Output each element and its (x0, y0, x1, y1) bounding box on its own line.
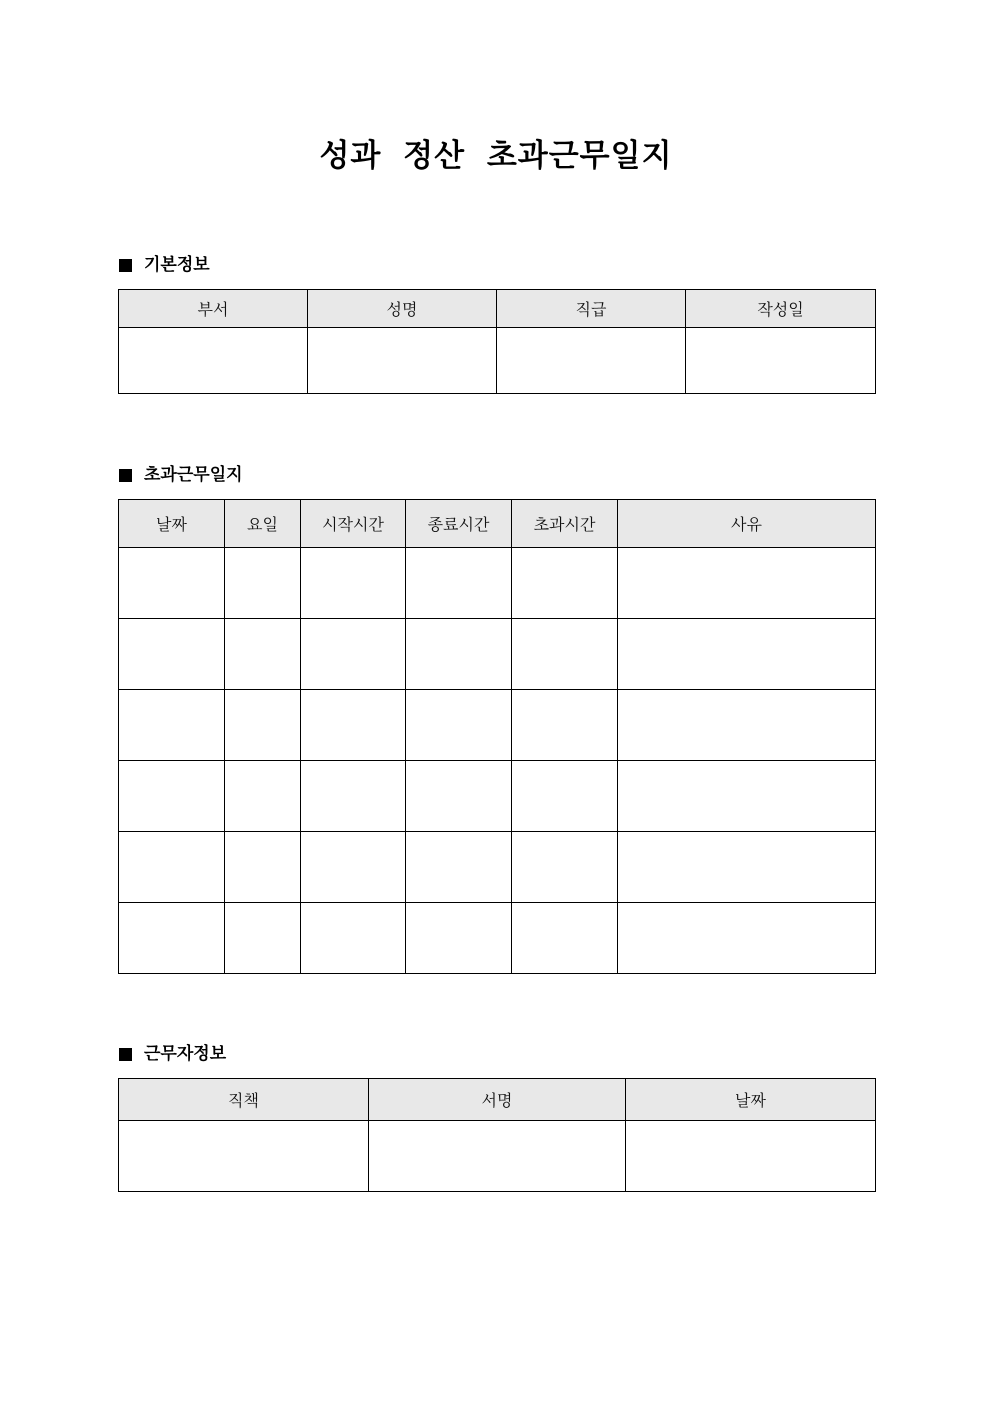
overtime-log-table (118, 499, 876, 974)
table-row (119, 619, 876, 690)
reason-cell[interactable] (618, 619, 876, 690)
position-cell[interactable] (119, 1121, 369, 1192)
reason-cell[interactable] (618, 761, 876, 832)
rank-cell[interactable] (497, 328, 686, 394)
weekday-cell[interactable] (225, 903, 301, 974)
table-row (119, 903, 876, 974)
section-heading-label: 기본정보 (144, 255, 210, 275)
weekday-cell[interactable] (225, 761, 301, 832)
date-written-cell[interactable] (686, 328, 876, 394)
square-bullet-icon (119, 1048, 132, 1061)
reason-cell[interactable] (618, 548, 876, 619)
start-time-cell[interactable] (301, 619, 406, 690)
reason-cell[interactable] (618, 690, 876, 761)
header-reason: 사유 (618, 500, 876, 548)
basic-info-table (118, 289, 876, 394)
date-cell[interactable] (626, 1121, 876, 1192)
start-time-cell[interactable] (301, 761, 406, 832)
start-time-cell[interactable] (301, 832, 406, 903)
start-time-cell[interactable] (301, 548, 406, 619)
section-heading-basic-info (119, 253, 210, 277)
header-department: 부서 (119, 290, 308, 328)
header-date: 날짜 (626, 1079, 876, 1121)
overtime-hours-cell[interactable] (512, 690, 618, 761)
end-time-cell[interactable] (406, 832, 512, 903)
end-time-cell[interactable] (406, 619, 512, 690)
header-signature: 서명 (369, 1079, 626, 1121)
weekday-cell[interactable] (225, 548, 301, 619)
overtime-hours-cell[interactable] (512, 903, 618, 974)
weekday-cell[interactable] (225, 690, 301, 761)
end-time-cell[interactable] (406, 548, 512, 619)
table-header-row (119, 500, 876, 548)
overtime-hours-cell[interactable] (512, 832, 618, 903)
overtime-hours-cell[interactable] (512, 761, 618, 832)
section-heading-label: 근무자정보 (144, 1044, 227, 1064)
table-header-row (119, 290, 876, 328)
overtime-hours-cell[interactable] (512, 548, 618, 619)
date-cell[interactable] (119, 832, 225, 903)
start-time-cell[interactable] (301, 690, 406, 761)
header-rank: 직급 (497, 290, 686, 328)
date-cell[interactable] (119, 903, 225, 974)
weekday-cell[interactable] (225, 832, 301, 903)
signature-cell[interactable] (369, 1121, 626, 1192)
date-cell[interactable] (119, 690, 225, 761)
table-row (119, 328, 876, 394)
page-title: 성과 정산 초과근무일지 (319, 138, 673, 174)
header-start-time: 시작시간 (301, 500, 406, 548)
reason-cell[interactable] (618, 903, 876, 974)
department-cell[interactable] (119, 328, 308, 394)
date-cell[interactable] (119, 548, 225, 619)
table-row (119, 832, 876, 903)
end-time-cell[interactable] (406, 690, 512, 761)
weekday-cell[interactable] (225, 619, 301, 690)
header-position: 직책 (119, 1079, 369, 1121)
section-heading-worker-info (119, 1042, 226, 1066)
header-date: 날짜 (119, 500, 225, 548)
date-cell[interactable] (119, 619, 225, 690)
header-end-time: 종료시간 (406, 500, 512, 548)
worker-info-table (118, 1078, 876, 1192)
table-row (119, 690, 876, 761)
reason-cell[interactable] (618, 832, 876, 903)
section-heading-label: 초과근무일지 (144, 465, 243, 485)
date-cell[interactable] (119, 761, 225, 832)
start-time-cell[interactable] (301, 903, 406, 974)
end-time-cell[interactable] (406, 903, 512, 974)
name-cell[interactable] (308, 328, 497, 394)
table-row (119, 761, 876, 832)
table-row (119, 548, 876, 619)
header-weekday: 요일 (225, 500, 301, 548)
section-heading-overtime-log (119, 463, 243, 487)
header-overtime-hours: 초과시간 (512, 500, 618, 548)
square-bullet-icon (119, 259, 132, 272)
header-date-written: 작성일 (686, 290, 876, 328)
overtime-hours-cell[interactable] (512, 619, 618, 690)
square-bullet-icon (119, 469, 132, 482)
table-row (119, 1121, 876, 1192)
end-time-cell[interactable] (406, 761, 512, 832)
table-header-row (119, 1079, 876, 1121)
header-name: 성명 (308, 290, 497, 328)
